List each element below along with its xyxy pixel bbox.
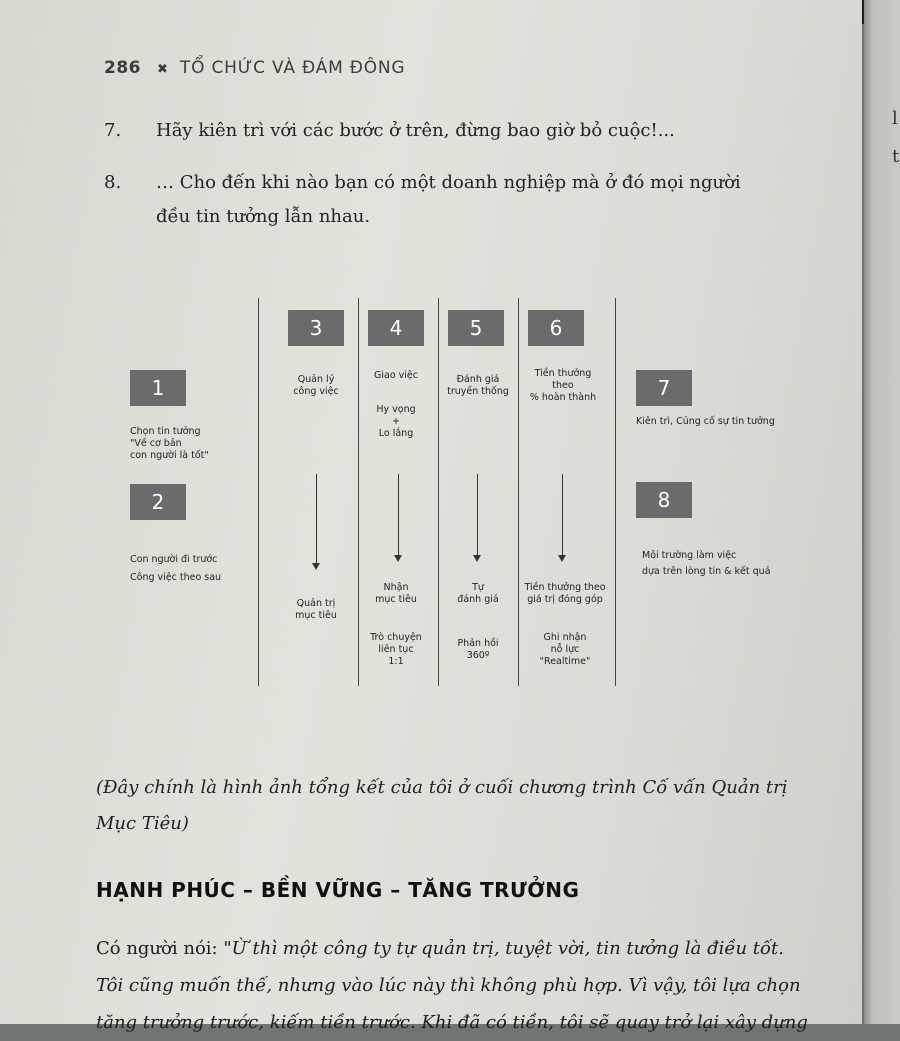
divider-line xyxy=(518,298,519,686)
body-line: Tôi cũng muốn thế, nhưng vào lúc này thì không phù hợp. Vì vậy, tôi lựa chọn xyxy=(96,975,801,996)
list-item xyxy=(104,166,741,234)
list-number: 7. xyxy=(104,120,122,141)
body-quote: "Ừ thì một công ty tự quản trị, tuyệt vời, tin tưởng là điều tốt. xyxy=(223,938,784,959)
facing-page-edge xyxy=(864,0,900,1024)
list-text: … Cho đến khi nào bạn có một doanh nghiệp mà ở đó mọi người xyxy=(156,172,741,193)
col3-bottom-label: Quản trị mục tiêu xyxy=(295,598,337,621)
col6-top-label: Tiền thưởng theo % hoàn thành xyxy=(529,368,597,403)
col4-bottom-label: Nhận mục tiêu xyxy=(375,582,417,605)
box1-label: Chọn tin tưởng "Về cơ bản con người là tốt" xyxy=(130,426,209,461)
col5-bottom2-label: Phản hồi 360º xyxy=(457,638,499,661)
col6-bottom-label: Tiền thưởng theo giá trị đóng góp xyxy=(524,582,606,605)
list-item xyxy=(104,114,675,148)
col6-bottom2-label: Ghi nhận nỗ lực "Realtime" xyxy=(539,632,591,667)
down-arrow-icon xyxy=(477,474,478,556)
col4-top-label: Giao việc xyxy=(374,370,418,381)
box7-label: Kiên trì, Củng cố sự tin tưởng xyxy=(636,416,775,427)
running-header xyxy=(104,58,405,78)
col3-top-label: Quản lý công việc xyxy=(293,374,339,397)
facing-page-char: t xyxy=(892,146,900,167)
col4-bottom2-label: Trò chuyện liên tục 1:1 xyxy=(370,632,422,667)
col5-top-label: Đánh giá truyền thống xyxy=(447,374,509,397)
trust-roadmap-diagram xyxy=(110,298,810,698)
box2-label-b: Công việc theo sau xyxy=(130,572,222,583)
header-separator-icon: ✖ xyxy=(157,62,168,77)
list-text: Hãy kiên trì với các bước ở trên, đừng bao giờ bỏ cuộc!... xyxy=(156,120,675,141)
figure-caption: (Đây chính là hình ảnh tổng kết của tôi ở cuối chương trình Cố vấn Quản trị Mục Tiêu) xyxy=(96,777,788,834)
step-box-1: 1 xyxy=(130,370,186,406)
divider-line xyxy=(358,298,359,686)
step-box-7: 7 xyxy=(636,370,692,406)
step-box-8: 8 xyxy=(636,482,692,518)
chapter-title: TỔ CHỨC VÀ ĐÁM ĐÔNG xyxy=(179,58,406,78)
divider-line xyxy=(438,298,439,686)
step-box-5: 5 xyxy=(448,310,504,346)
step-box-6: 6 xyxy=(528,310,584,346)
page-number: 286 xyxy=(104,58,141,78)
col4-mid-label: Hy vọng + Lo lắng xyxy=(376,404,416,439)
list-text-continued: đều tin tưởng lẫn nhau. xyxy=(156,206,371,227)
step-box-4: 4 xyxy=(368,310,424,346)
down-arrow-icon xyxy=(316,474,317,564)
facing-page-char: l xyxy=(892,108,898,129)
list-number: 8. xyxy=(104,172,122,193)
divider-line xyxy=(258,298,259,686)
down-arrow-icon xyxy=(398,474,399,556)
step-box-2: 2 xyxy=(130,484,186,520)
body-lead: Có người nói: xyxy=(96,938,224,959)
section-heading: HẠNH PHÚC – BỀN VỮNG – TĂNG TRƯỞNG xyxy=(96,878,580,902)
body-paragraph xyxy=(96,930,856,1041)
divider-line xyxy=(615,298,616,686)
box8-label: Môi trường làm việc dựa trên lòng tin & kết quả xyxy=(642,550,771,577)
down-arrow-icon xyxy=(562,474,563,556)
body-line: tăng trưởng trước, kiếm tiền trước. Khi đã có tiền, tôi sẽ quay trở lại xây dựng xyxy=(96,1012,808,1033)
box2-label-a: Con người đi trước xyxy=(130,554,218,565)
step-box-3: 3 xyxy=(288,310,344,346)
col5-bottom-label: Tự đánh giá xyxy=(457,582,499,605)
